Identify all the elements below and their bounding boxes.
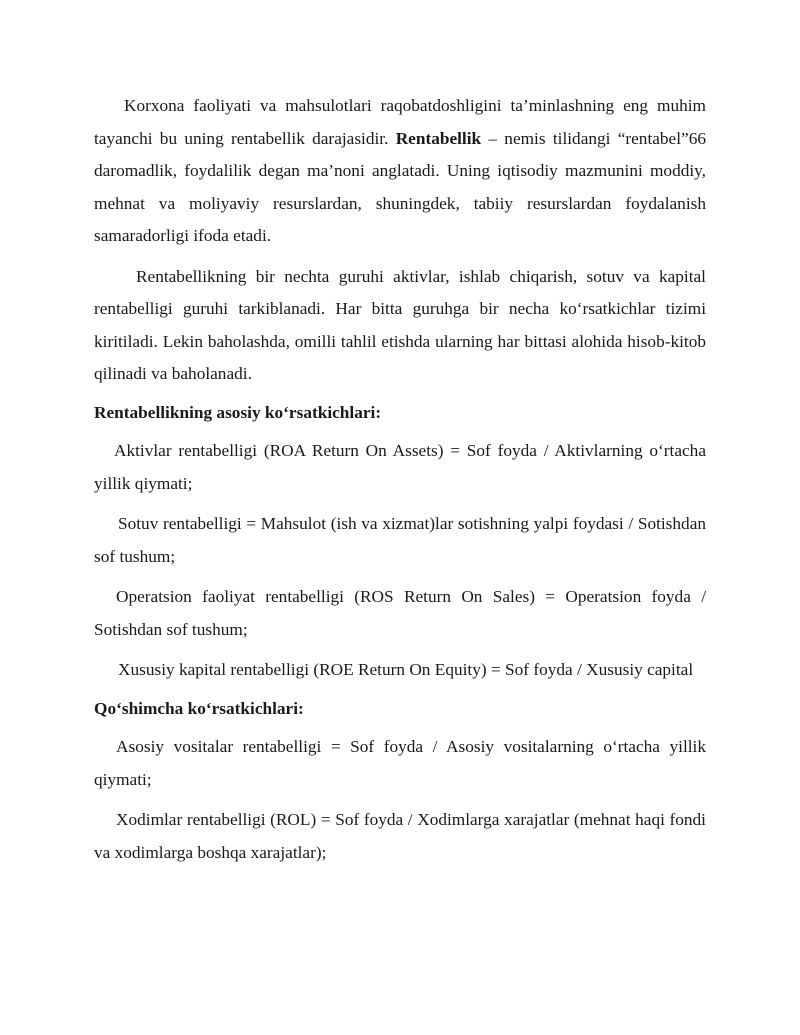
groups-paragraph: Rentabellikning bir nechta guruhi aktivlar, ishlab chiqarish, sotuv va kapital rentabelligi guruhi tarkiblanadi. Har bitta guruhga bir necha ko‘rsatkichlar tizimi kiritiladi. Lekin baholashda, omilli tahlil etishda ularning har bittasi alohida hisob-kitob qilinadi va baholanadi.	[94, 266, 706, 383]
main-indicators-heading: Rentabellikning asosiy ko‘rsatkichlari:	[94, 402, 382, 422]
document-page	[94, 90, 706, 869]
intro-text-start: Korxona faoliyati va mahsulotlari raqobatdoshligini ta’minlashning eng muhim tayanchi bu uning rentabellik darajasidir.	[94, 96, 706, 148]
additional-indicators-heading: Qo‘shimcha ko‘rsatkichlari:	[94, 698, 304, 718]
formula-roa: Aktivlar rentabelligi (ROA Return On Assets) = Sof foyda / Aktivlarning o‘rtacha yillik qiymati;	[94, 441, 706, 493]
intro-paragraph	[94, 90, 706, 253]
term-rentabellik: Rentabellik	[395, 128, 482, 148]
formula-ros: Operatsion faoliyat rentabelligi (ROS Return On Sales) = Operatsion foyda / Sotishdan sof tushum;	[94, 587, 706, 639]
formula-fixed-assets: Asosiy vositalar rentabelligi = Sof foyda / Asosiy vositalarning o‘rtacha yillik qiymati;	[94, 737, 706, 789]
formula-sales-profitability: Sotuv rentabelligi = Mahsulot (ish va xizmat)lar sotishning yalpi foydasi / Sotishdan sof tushum;	[94, 514, 706, 566]
intro-text-end: – nemis tilidangi “rentabel”66 daromadlik, foydalilik degan ma’noni anglatadi. Uning iqtisodiy mazmunini moddiy, mehnat va moliyaviy resurslardan, shuningdek, tabiiy resurslardan foydalanish samaradorligi ifoda etadi.	[94, 128, 706, 245]
formula-rol: Xodimlar rentabelligi (ROL) = Sof foyda / Xodimlarga xarajatlar (mehnat haqi fondi va xodimlarga boshqa xarajatlar);	[94, 810, 706, 862]
formula-roe: Xususiy kapital rentabelligi (ROE Return On Equity) = Sof foyda / Xususiy capital	[118, 660, 694, 679]
